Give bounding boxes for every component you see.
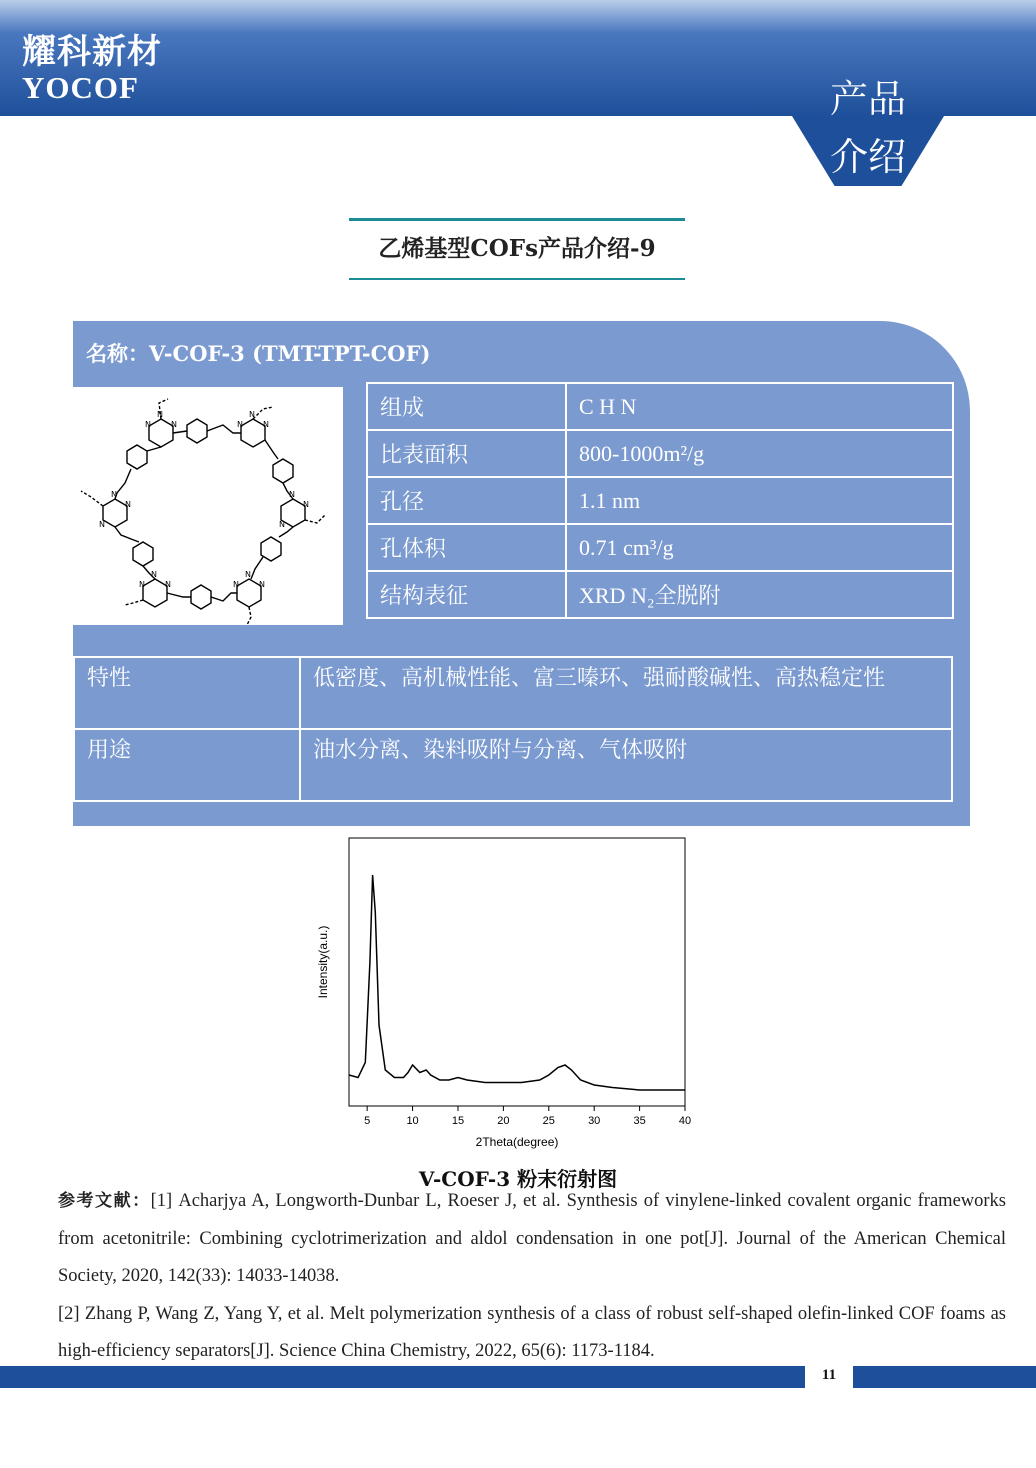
x-tick-label: 5 — [364, 1115, 371, 1127]
reference-1-text: [1] Acharjya A, Longworth-Dunbar L, Roeser J, et al. Synthesis of vinylene-linked covalent organic frameworks from acetonitrile: Combining cyclotrimerization and aldol condensation in one pot[J]. Journal of the American Chemical Society, 2020, 142(33): 14033-14038. — [58, 1191, 1007, 1286]
page-title: 乙烯基型COFs产品介绍-9 — [378, 235, 656, 262]
triazine-ring — [241, 419, 265, 447]
structure-image — [73, 387, 343, 625]
x-tick-label: 20 — [497, 1115, 510, 1127]
svg-text:N: N — [279, 520, 285, 529]
svg-text:N: N — [303, 500, 309, 509]
property-key: 比表面积 — [367, 430, 566, 477]
properties-table — [366, 382, 954, 619]
x-tick-label: 10 — [406, 1115, 419, 1127]
svg-text:N: N — [237, 420, 243, 429]
svg-text:N: N — [171, 420, 177, 429]
page-number: 11 — [821, 1367, 837, 1383]
footer-bar-left — [0, 1366, 805, 1388]
x-tick-label: 35 — [633, 1115, 646, 1127]
xrd-series-line — [349, 875, 685, 1090]
table-row — [367, 430, 953, 477]
property-value: C H N — [566, 383, 953, 430]
phenyl-ring — [261, 537, 281, 561]
brand-english: YOCOF — [22, 70, 139, 105]
phenyl-ring — [187, 419, 207, 443]
features-text: 低密度、高机械性能、富三嗪环、强耐酸碱性、高热稳定性 — [300, 657, 952, 729]
tab-line-2: 介绍 — [829, 135, 906, 179]
phenyl-ring — [191, 585, 211, 609]
property-key: 孔体积 — [367, 524, 566, 571]
svg-text:N: N — [139, 580, 145, 589]
tab-line-1: 产品 — [829, 77, 906, 121]
table-row — [367, 477, 953, 524]
triazine-ring — [149, 419, 173, 447]
table-row — [74, 657, 952, 729]
references-label: 参考文献： — [58, 1191, 151, 1211]
features-label: 特性 — [74, 657, 300, 729]
features-table — [73, 656, 953, 802]
phenyl-ring — [273, 459, 293, 483]
table-row — [367, 383, 953, 430]
x-tick-label: 30 — [588, 1115, 601, 1127]
x-axis-label: 2Theta(degree) — [475, 1135, 559, 1149]
footer-bar-right — [853, 1366, 1036, 1388]
triazine-ring — [237, 579, 261, 607]
svg-text:N: N — [151, 570, 157, 579]
svg-text:N: N — [249, 410, 255, 419]
triazine-ring — [143, 579, 167, 607]
svg-text:N: N — [99, 520, 105, 529]
svg-text:N: N — [157, 410, 163, 419]
svg-text:N: N — [233, 580, 239, 589]
svg-text:N: N — [245, 570, 251, 579]
property-key: 结构表征 — [367, 571, 566, 618]
property-value: 800-1000m²/g — [566, 430, 953, 477]
x-tick-label: 40 — [678, 1115, 692, 1127]
molecule-structure-diagram — [73, 387, 343, 625]
svg-text:N: N — [145, 420, 151, 429]
reference-1 — [58, 1183, 1006, 1296]
title-rule-top — [349, 218, 685, 221]
svg-text:N: N — [259, 580, 265, 589]
property-key: 孔径 — [367, 477, 566, 524]
plot-frame — [349, 838, 685, 1106]
title-rule-bottom — [349, 278, 685, 280]
triazine-ring — [103, 499, 127, 527]
reference-2: [2] Zhang P, Wang Z, Yang Y, et al. Melt polymerization synthesis of a class of robust self-shaped olefin-linked COF foams as high-efficiency separators[J]. Science China Chemistry, 2022, 65(6): 1173-1184. — [58, 1303, 1006, 1361]
svg-text:N: N — [263, 420, 269, 429]
chart-caption: V-COF-3 粉末衍射图 — [418, 1167, 618, 1191]
svg-text:N: N — [125, 500, 131, 509]
y-axis-label: Intensity(a.u.) — [316, 925, 330, 999]
uses-text: 油水分离、染料吸附与分离、气体吸附 — [300, 729, 952, 801]
product-name: 名称：V-COF-3 (TMT-TPT-COF) — [86, 341, 431, 366]
svg-text:N: N — [165, 580, 171, 589]
table-row — [367, 524, 953, 571]
section-tab-label — [818, 70, 918, 186]
phenyl-ring — [127, 445, 147, 469]
brand-chinese: 耀科新材 — [22, 32, 162, 72]
property-value: XRD N₂全脱附 — [566, 571, 953, 618]
phenyl-ring — [133, 542, 153, 566]
svg-text:N: N — [289, 490, 295, 499]
x-tick-label: 15 — [451, 1115, 465, 1127]
xrd-chart — [300, 830, 720, 1160]
property-key: 组成 — [367, 383, 566, 430]
property-value: 0.71 cm³/g — [566, 524, 953, 571]
svg-text:N: N — [111, 490, 117, 499]
references — [58, 1183, 1006, 1371]
property-value: 1.1 nm — [566, 477, 953, 524]
uses-label: 用途 — [74, 729, 300, 801]
table-row — [367, 571, 953, 618]
x-tick-label: 25 — [542, 1115, 555, 1127]
table-row — [74, 729, 952, 801]
